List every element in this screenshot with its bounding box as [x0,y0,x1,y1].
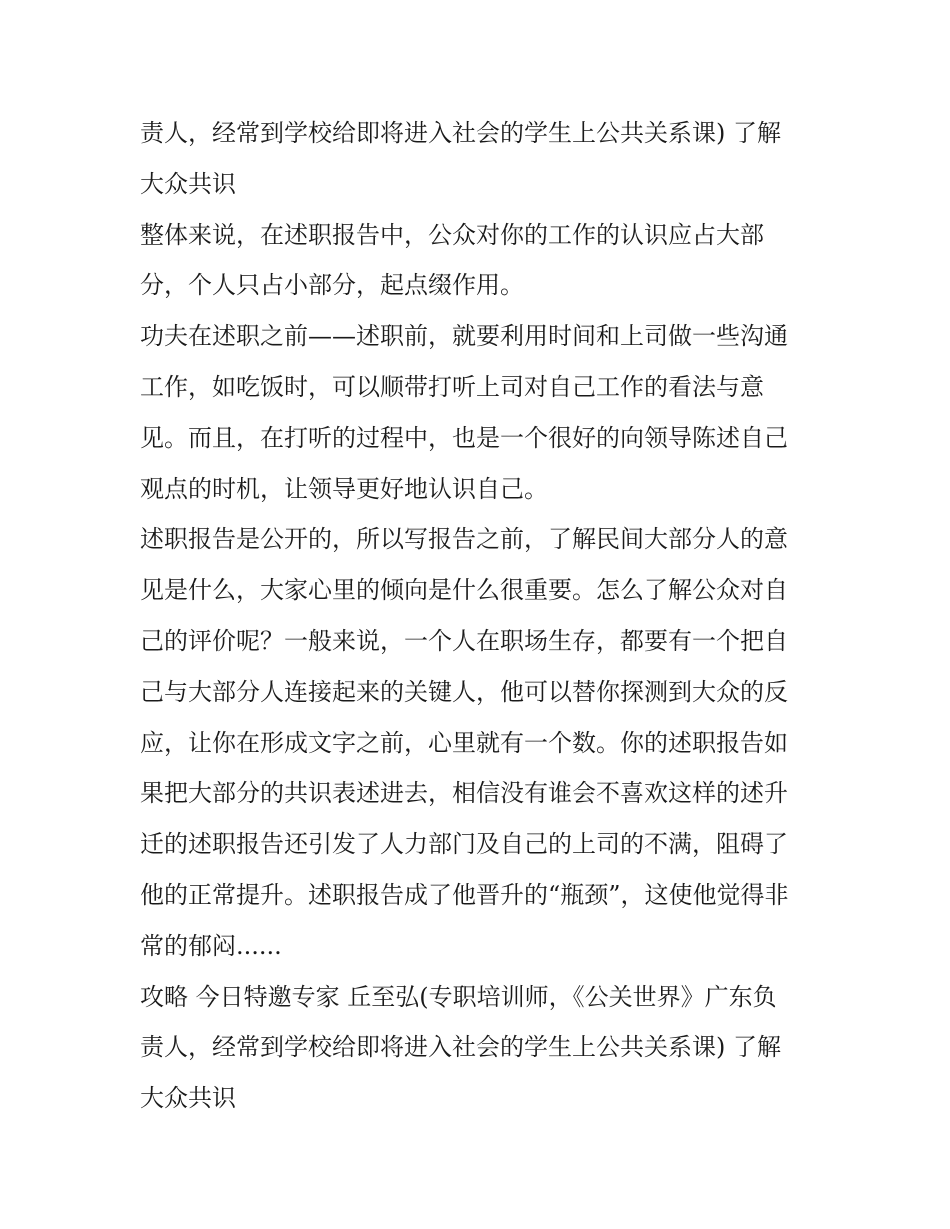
text-line: 工作，如吃饭时，可以顺带打听上司对自己工作的看法与意 [140,372,764,401]
text-line: 他的正常提升。述职报告成了他晋升的“瓶颈”，这使他觉得非 [140,880,789,909]
text-line: 分，个人只占小部分，起点缀作用。 [140,271,524,300]
text-line: 己与大部分人连接起来的关键人，他可以替你探测到大众的反 [140,677,788,706]
text-line: 应，让你在形成文字之前，心里就有一个数。你的述职报告如 [140,728,788,757]
text-line: 大众共识 [140,1084,236,1113]
text-line: 己的评价呢？一般来说，一个人在职场生存，都要有一个把自 [140,626,788,655]
text-line: 功夫在述职之前——述职前，就要利用时间和上司做一些沟通 [140,322,788,351]
text-line: 整体来说，在述职报告中，公众对你的工作的认识应占大部 [140,220,764,249]
text-line: 述职报告是公开的，所以写报告之前，了解民间大部分人的意 [140,525,788,554]
text-line: 大众共识 [140,169,236,198]
text-line: 观点的时机，让领导更好地认识自己。 [140,474,548,503]
text-line: 果把大部分的共识表述进去，相信没有谁会不喜欢这样的述升 [140,779,788,808]
text-line: 常的郁闷...... [140,931,282,960]
document-body [140,108,820,1124]
text-line: 迁的述职报告还引发了人力部门及自己的上司的不满，阻碍了 [140,830,788,859]
text-line: 见。而且，在打听的过程中，也是一个很好的向领导陈述自己 [140,423,788,452]
text-line: 责人，经常到学校给即将进入社会的学生上公共关系课) 了解 [140,119,781,147]
text-line: 攻略 今日特邀专家 丘至弘(专职培训师，《公关世界》广东负 [140,982,777,1011]
text-line: 见是什么，大家心里的倾向是什么很重要。怎么了解公众对自 [140,576,788,605]
text-line: 责人，经常到学校给即将进入社会的学生上公共关系课) 了解 [140,1033,781,1062]
